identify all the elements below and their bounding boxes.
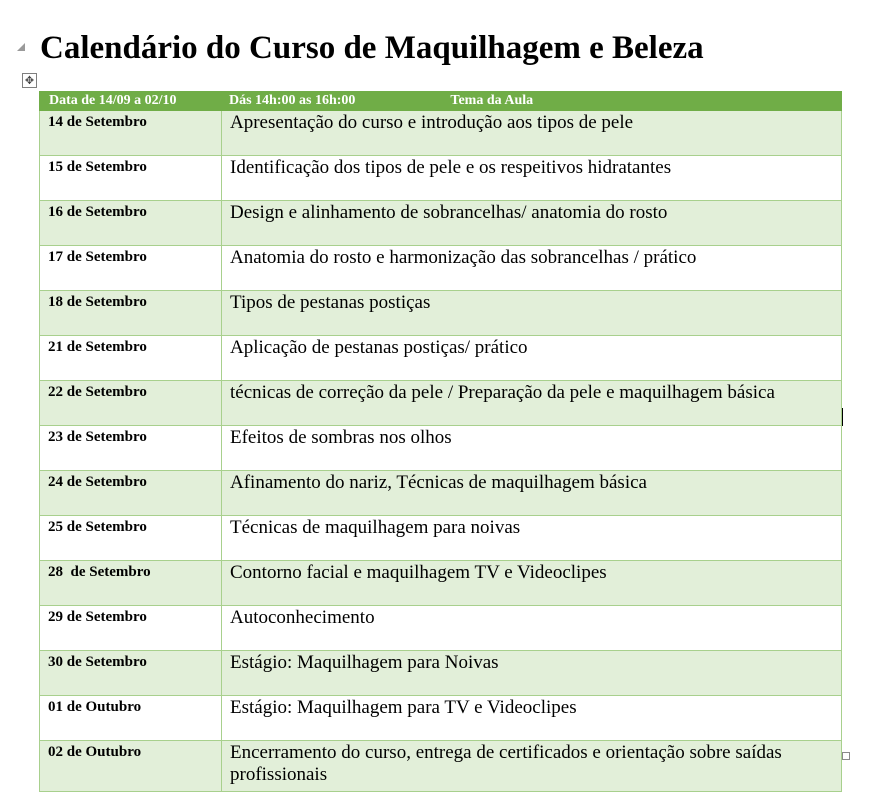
table-row bbox=[40, 741, 842, 792]
row-topic[interactable]: Contorno facial e maquilhagem TV e Videoclipes bbox=[222, 561, 842, 606]
row-topic[interactable]: Anatomia do rosto e harmonização das sobrancelhas / prático bbox=[222, 246, 842, 291]
table-row bbox=[40, 696, 842, 741]
row-date[interactable]: 24 de Setembro bbox=[40, 471, 222, 516]
table-row bbox=[40, 471, 842, 516]
row-date[interactable]: 02 de Outubro bbox=[40, 741, 222, 792]
row-date[interactable]: 28 de Setembro bbox=[40, 561, 222, 606]
header-time-topic bbox=[222, 91, 842, 111]
row-date[interactable]: 30 de Setembro bbox=[40, 651, 222, 696]
table-row bbox=[40, 651, 842, 696]
page-title: Calendário do Curso de Maquilhagem e Beleza bbox=[40, 30, 704, 66]
row-date[interactable]: 22 de Setembro bbox=[40, 381, 222, 426]
row-topic[interactable]: Design e alinhamento de sobrancelhas/ anatomia do rosto bbox=[222, 201, 842, 246]
table-row bbox=[40, 246, 842, 291]
row-date[interactable]: 21 de Setembro bbox=[40, 336, 222, 381]
table-row bbox=[40, 291, 842, 336]
row-topic[interactable]: técnicas de correção da pele / Preparação da pele e maquilhagem básica bbox=[222, 381, 842, 426]
table-row bbox=[40, 201, 842, 246]
row-date[interactable]: 14 de Setembro bbox=[40, 111, 222, 156]
row-date[interactable]: 23 de Setembro bbox=[40, 426, 222, 471]
row-date[interactable]: 17 de Setembro bbox=[40, 246, 222, 291]
row-topic[interactable]: Autoconhecimento bbox=[222, 606, 842, 651]
row-topic[interactable]: Tipos de pestanas postiças bbox=[222, 291, 842, 336]
row-date[interactable]: 16 de Setembro bbox=[40, 201, 222, 246]
row-date[interactable]: 01 de Outubro bbox=[40, 696, 222, 741]
row-date[interactable]: 29 de Setembro bbox=[40, 606, 222, 651]
row-topic[interactable]: Apresentação do curso e introdução aos tipos de pele bbox=[222, 111, 842, 156]
row-topic[interactable]: Encerramento do curso, entrega de certificados e orientação sobre saídas profissionais bbox=[222, 741, 842, 792]
table-row bbox=[40, 111, 842, 156]
text-cursor bbox=[842, 408, 843, 426]
row-topic[interactable]: Estágio: Maquilhagem para TV e Videoclipes bbox=[222, 696, 842, 741]
row-date[interactable]: 15 de Setembro bbox=[40, 156, 222, 201]
course-schedule-table bbox=[39, 91, 842, 792]
table-row bbox=[40, 156, 842, 201]
row-topic[interactable]: Afinamento do nariz, Técnicas de maquilhagem básica bbox=[222, 471, 842, 516]
table-row bbox=[40, 381, 842, 426]
table-row bbox=[40, 561, 842, 606]
table-header-row bbox=[40, 91, 842, 111]
table-row bbox=[40, 336, 842, 381]
header-topic: Tema da Aula bbox=[450, 93, 534, 108]
table-move-handle-icon[interactable]: ✥ bbox=[22, 73, 37, 88]
row-topic[interactable]: Estágio: Maquilhagem para Noivas bbox=[222, 651, 842, 696]
row-topic[interactable]: Aplicação de pestanas postiças/ prático bbox=[222, 336, 842, 381]
table-row bbox=[40, 516, 842, 561]
collapse-heading-icon[interactable] bbox=[17, 43, 25, 51]
row-date[interactable]: 25 de Setembro bbox=[40, 516, 222, 561]
table-row bbox=[40, 426, 842, 471]
row-topic[interactable]: Técnicas de maquilhagem para noivas bbox=[222, 516, 842, 561]
header-date-range: Data de 14/09 a 02/10 bbox=[40, 91, 222, 111]
row-topic[interactable]: Efeitos de sombras nos olhos bbox=[222, 426, 842, 471]
row-date[interactable]: 18 de Setembro bbox=[40, 291, 222, 336]
header-time: Dás 14h:00 as 16h:00 bbox=[229, 93, 356, 108]
table-row bbox=[40, 606, 842, 651]
row-topic[interactable]: Identificação dos tipos de pele e os respeitivos hidratantes bbox=[222, 156, 842, 201]
table-resize-handle-icon[interactable] bbox=[842, 752, 850, 760]
